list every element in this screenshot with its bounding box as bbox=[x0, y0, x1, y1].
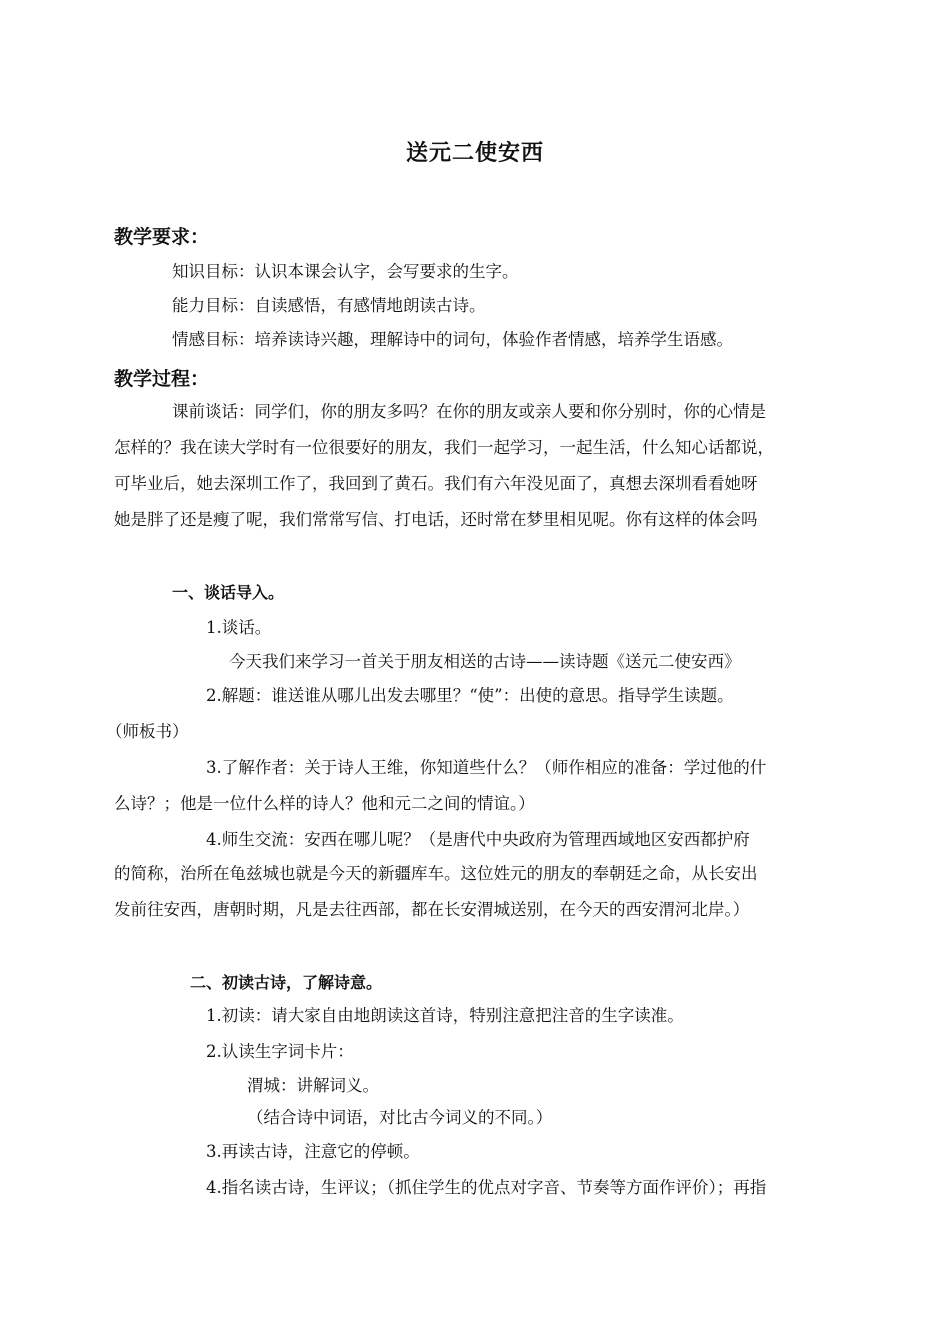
section-one-line: 3.了解作者：关于诗人王维，你知道些什么？（师作相应的准备：学过他的什 bbox=[206, 758, 767, 777]
requirements-heading: 教学要求： bbox=[114, 226, 210, 248]
section-one-heading: 一、谈话导入。 bbox=[172, 583, 285, 602]
section-two-line: 3.再读古诗，注意它的停顿。 bbox=[206, 1142, 420, 1161]
intro-line: 她是胖了还是瘦了呢，我们常常写信、打电话，还时常在梦里相见呢。你有这样的体会吗 bbox=[114, 510, 758, 529]
page-title: 送元二使安西 bbox=[405, 141, 544, 166]
section-two-line: 渭城：讲解词义。 bbox=[247, 1076, 379, 1095]
section-one-line: 4.师生交流：安西在哪儿呢？（是唐代中央政府为管理西域地区安西都护府 bbox=[206, 830, 750, 849]
intro-line: 怎样的？我在读大学时有一位很要好的朋友，我们一起学习，一起生活，什么知心话都说， bbox=[114, 438, 774, 457]
requirement-emotion: 情感目标：培养读诗兴趣，理解诗中的词句，体验作者情感，培养学生语感。 bbox=[172, 330, 733, 349]
requirement-knowledge: 知识目标：认识本课会认字，会写要求的生字。 bbox=[172, 262, 519, 281]
intro-line: 可毕业后，她去深圳工作了，我回到了黄石。我们有六年没见面了，真想去深圳看看她呀 bbox=[114, 474, 758, 493]
section-one-line: 么诗？；他是一位什么样的诗人？他和元二之间的情谊。） bbox=[114, 794, 535, 813]
requirement-ability: 能力目标：自读感悟，有感情地朗读古诗。 bbox=[172, 296, 486, 315]
section-one-line: 今天我们来学习一首关于朋友相送的古诗——读诗题《送元二使安西》 bbox=[229, 652, 741, 671]
section-two-line: 4.指名读古诗，生评议；（抓住学生的优点对字音、节奏等方面作评价）；再指 bbox=[206, 1178, 767, 1197]
section-one-line: 2.解题：谁送谁从哪儿出发去哪里？“使”：出使的意思。指导学生读题。 bbox=[206, 686, 734, 705]
section-two-line: （结合诗中词语，对比古今词义的不同。） bbox=[247, 1108, 553, 1127]
section-two-heading: 二、初读古诗，了解诗意。 bbox=[190, 973, 383, 992]
section-one-line: 1.谈话。 bbox=[206, 618, 272, 637]
section-two-line: 1.初读：请大家自由地朗读这首诗，特别注意把注音的生字读准。 bbox=[206, 1006, 684, 1025]
section-one-line: 的简称，治所在龟兹城也就是今天的新疆库车。这位姓元的朋友的奉朝廷之命，从长安出 bbox=[114, 864, 758, 883]
process-heading: 教学过程： bbox=[114, 368, 210, 390]
intro-line: 课前谈话：同学们，你的朋友多吗？在你的朋友或亲人要和你分别时，你的心情是 bbox=[172, 402, 766, 421]
section-one-line: 发前往安西，唐朝时期，凡是去往西部，都在长安渭城送别，在今天的西安渭河北岸。） bbox=[114, 900, 750, 919]
section-two-line: 2.认读生字词卡片： bbox=[206, 1042, 354, 1061]
section-one-line: （师板书） bbox=[106, 722, 189, 741]
